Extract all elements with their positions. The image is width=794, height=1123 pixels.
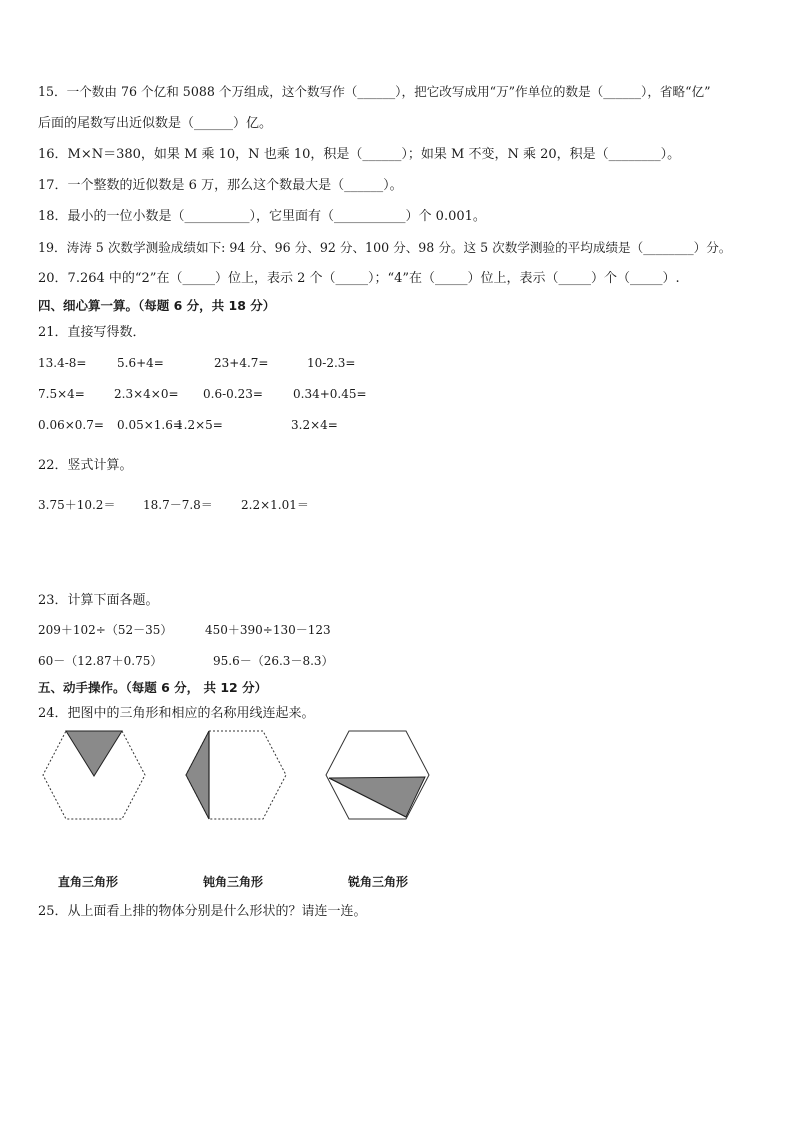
- q17: 17．一个整数的近似数是 6 万，那么这个数最大是（______）。: [38, 178, 403, 193]
- q18: 18．最小的一位小数是（__________），它里面有（___________）个 0.001。: [38, 209, 486, 224]
- q24-label-right-triangle: 直角三角形: [58, 875, 119, 889]
- q24-label-acute-triangle: 锐角三角形: [348, 875, 409, 889]
- q15-line2: 后面的尾数写出近似数是（______）亿。: [38, 116, 273, 131]
- q23-r1-c2: 450＋390÷130－123: [205, 623, 331, 637]
- q16: 16．M×N＝380，如果 M 乘 10，N 也乘 10，积是（______）；如果 M 不变，N 乘 20，积是（________）。: [38, 147, 681, 162]
- hexagon-figure-2: [182, 728, 290, 824]
- q21-title: 21．直接写得数．: [38, 325, 146, 340]
- section-four-heading: 四、细心算一算。（每题 6 分，共 18 分）: [38, 298, 276, 313]
- q21-r1-c2: 5.6+4=: [117, 356, 164, 370]
- hexagon-figure-1: [40, 728, 148, 824]
- q21-r2-c2: 2.3×4×0=: [114, 387, 179, 401]
- q21-r1-c4: 10-2.3=: [307, 356, 356, 370]
- q25: 25．从上面看上排的物体分别是什么形状的？请连一连。: [38, 904, 367, 919]
- q21-r1-c3: 23+4.7=: [214, 356, 269, 370]
- q21-r3-c1: 0.06×0.7=: [38, 418, 104, 432]
- q24-title: 24．把图中的三角形和相应的名称用线连起来。: [38, 706, 315, 721]
- q21-r3-c2: 0.05×1.6=: [117, 418, 183, 432]
- q21-r1-c1: 13.4-8=: [38, 356, 87, 370]
- q21-r2-c3: 0.6-0.23=: [203, 387, 263, 401]
- q23-r1-c1: 209＋102÷（52－35）: [38, 623, 173, 637]
- hexagon-figure-3: [322, 728, 432, 824]
- q20: 20．7.264 中的“2”在（_____）位上，表示 2 个（_____）；“4”在（_____）位上，表示（_____）个（_____）.: [38, 271, 680, 286]
- q19: 19．涛涛 5 次数学测验成绩如下: 94 分、96 分、92 分、100 分、98 分。这 5 次数学测验的平均成绩是（________）分。: [38, 240, 732, 255]
- shaded-right-triangle: [66, 731, 122, 776]
- q22-item-2: 18.7－7.8＝: [143, 498, 213, 512]
- q24-label-obtuse-triangle: 钝角三角形: [203, 875, 264, 889]
- shaded-obtuse-triangle: [186, 731, 209, 819]
- hexagon-outline-3: [326, 731, 429, 819]
- q22-item-1: 3.75＋10.2＝: [38, 498, 116, 512]
- q21-r2-c1: 7.5×4=: [38, 387, 85, 401]
- q23-r2-c2: 95.6－（26.3－8.3）: [213, 654, 334, 668]
- q15-line1: 15．一个数由 76 个亿和 5088 个万组成，这个数写作（______），把它改写成用“万”作单位的数是（______），省略“亿”: [38, 84, 711, 99]
- q22-item-3: 2.2×1.01＝: [241, 498, 309, 512]
- q21-r3-c3: 1.2×5=: [176, 418, 223, 432]
- q23-title: 23．计算下面各题。: [38, 593, 159, 608]
- q21-r2-c4: 0.34+0.45=: [293, 387, 367, 401]
- section-five-heading: 五、动手操作。（每题 6 分， 共 12 分）: [38, 680, 268, 695]
- q23-r2-c1: 60－（12.87＋0.75）: [38, 654, 163, 668]
- q21-r3-c4: 3.2×4=: [291, 418, 338, 432]
- q22-title: 22．竖式计算。: [38, 458, 133, 473]
